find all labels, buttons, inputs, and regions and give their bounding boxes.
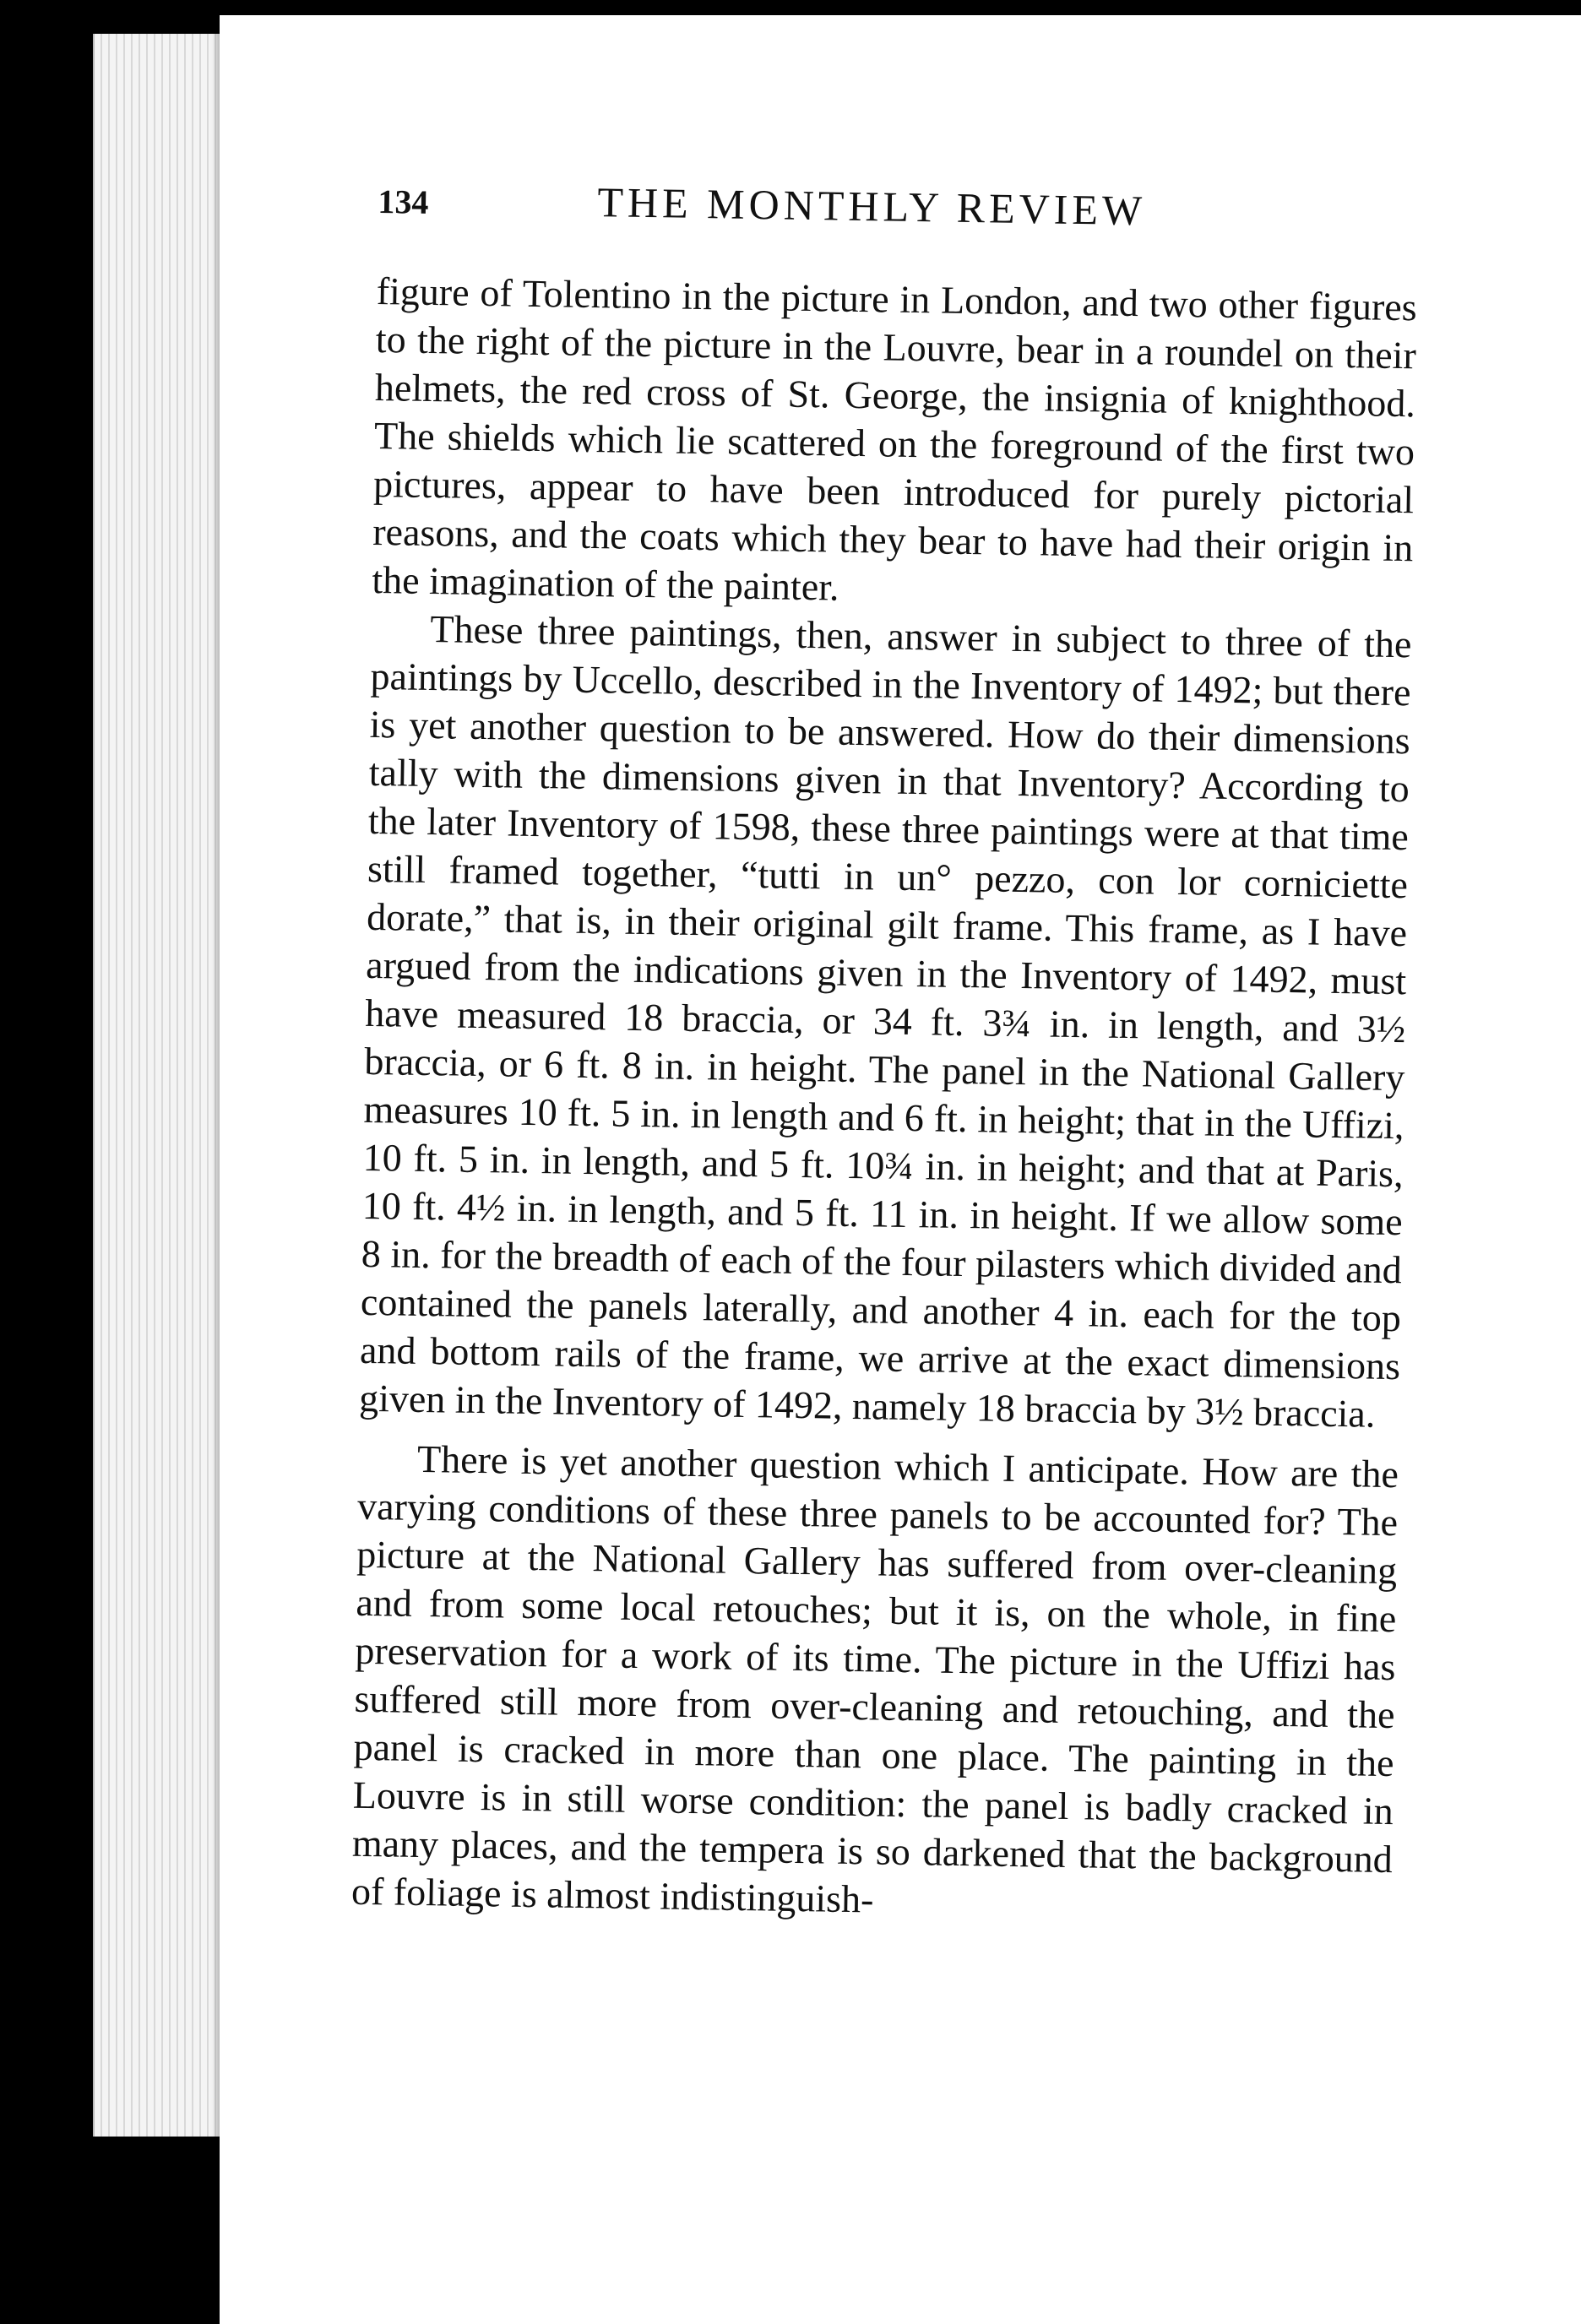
edge-speck [1554, 1165, 1561, 1174]
paragraph-3: There is yet another question which I anticipate. How are the varying conditions of these three panels to be accounted for? The picture at the National Gallery has suffered from over-cleaning and from some local retouches; but it is, on the whole, in fine preservation for a work of its time. The picture in the Uffizi has suffered still more from over-cleaning and retouching, and the panel is cracked in more than one place. The painting in the Louvre is in still worse condition: the panel is badly cracked in many places, and the tempera is so darkened that the background of foliage is almost indistinguish- [350, 1436, 1399, 1921]
page-stack-edges [93, 34, 230, 2137]
body-text [351, 267, 1418, 1931]
paragraph-2: These three paintings, then, answer in subject to three of the paintings by Uccello, described in the Inventory of 1492; but there is yet another question to be answered. How do their dimensions tally with the dimensions given in that Inventory? According to the later Inventory of 1598, these three paintings were at that time still framed together, “tutti in un° pezzo, con lor corniciette dorate,” that is, in their original gilt frame. This frame, as I have argued from the indications given in the Inventory of 1492, must have measured 18 braccia, or 34 ft. 3¾ in. in length, and 3½ braccia, or 6 ft. 8 in. in height. The panel in the National Gallery measures 10 ft. 5 in. in length and 6 ft. in height; that in the Uffizi, 10 ft. 5 in. in length, and 5 ft. 10¾ in. in height; and that at Paris, 10 ft. 4½ in. in length, and 5 ft. 11 in. in height. If we allow some 8 in. for the breadth of each of the four pilasters which divided and contained the panels laterally, and another 4 in. each for the top and bottom rails of the frame, we arrive at the exact dimensions given in the Inventory of 1492, namely 18 braccia by 3½ braccia. [358, 607, 1412, 1436]
page-content [351, 174, 1419, 1931]
running-head [377, 174, 1419, 283]
page-number: 134 [378, 182, 429, 221]
edge-speck [1546, 1681, 1554, 1686]
paragraph-1: figure of Tolentino in the picture in London, and two other figures to the right of the picture in the Louvre, bear in a roundel on their helmets, the red cross of St. George, the insignia of knighthood. The shields which lie scattered on the foreground of the first two pictures, appear to have been introduced for purely pictorial reasons, and the coats which they bear to have had their origin in the imagination of the painter. [372, 269, 1418, 609]
journal-title: THE MONTHLY REVIEW [597, 178, 1147, 235]
book-page [220, 15, 1581, 2324]
